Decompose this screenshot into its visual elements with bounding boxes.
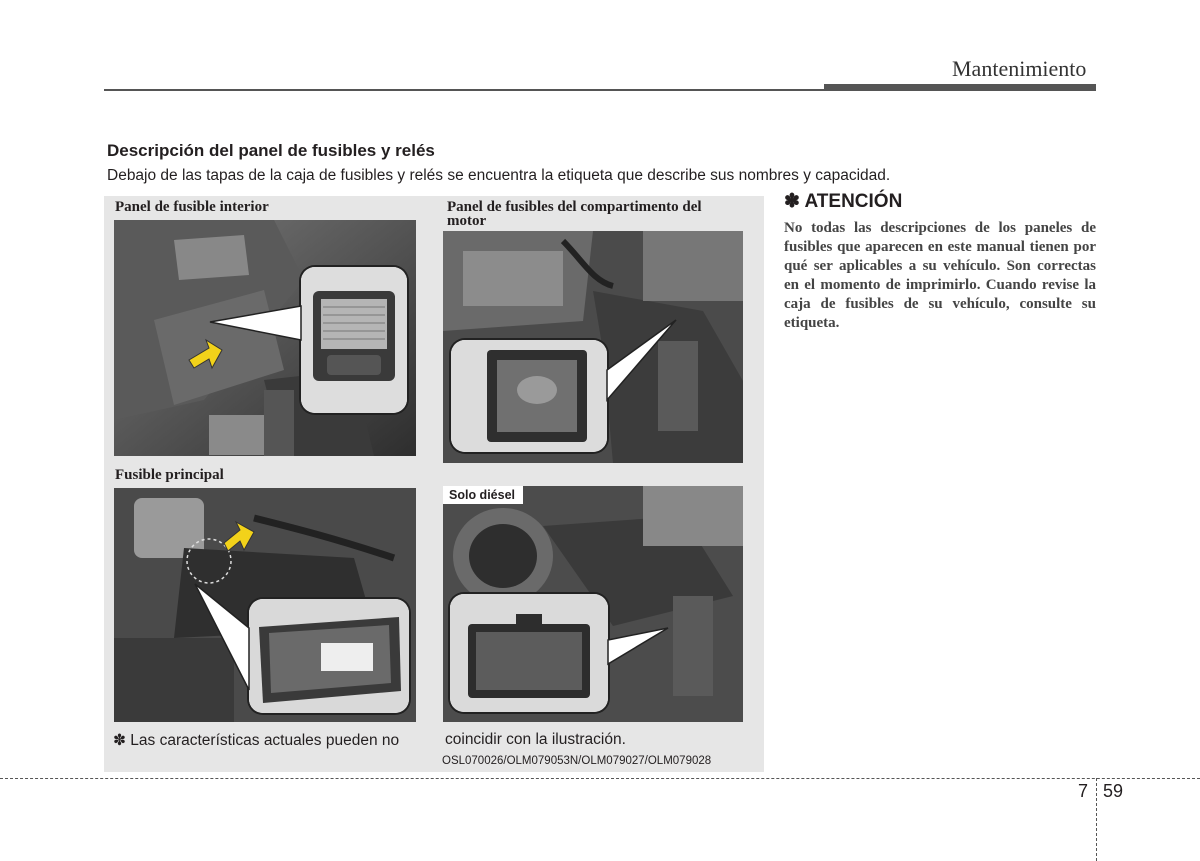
caption-interior-fuse-panel: Panel de fusible interior bbox=[115, 199, 269, 215]
section-title: Mantenimiento bbox=[952, 56, 1087, 81]
attention-title: ✽ ATENCIÓN bbox=[784, 191, 903, 212]
attention-text: No todas las descripciones de los paneles de fusibles que aparecen en este manual tienen por qué ser aplicables a su vehículo. Son correctas en el momento de imprimirlo. Cuando revise la caja de fusibles de su vehículo, consulte su etiqueta. bbox=[784, 220, 1096, 331]
inset-diesel-fuse-cover bbox=[450, 594, 608, 712]
footer-divider bbox=[1096, 778, 1097, 861]
page-title: Descripción del panel de fusibles y relés bbox=[107, 141, 435, 160]
caption-main-fuse: Fusible principal bbox=[115, 467, 224, 483]
footer-rule bbox=[0, 778, 1200, 779]
disclaimer-note: ✽ Las características actuales pueden no bbox=[113, 732, 400, 749]
caption-engine-fuse-panel: Panel de fusibles del compartimento del bbox=[447, 199, 702, 215]
inset-engine-fuse-cover bbox=[451, 340, 607, 452]
inset-main-fuse-cover bbox=[249, 599, 409, 713]
inset-interior-fuse-cover bbox=[301, 267, 407, 413]
figure-codes: OSL070026/OLM079053N/OLM079027/OLM079028 bbox=[442, 755, 712, 767]
chapter-number: 7 bbox=[1078, 781, 1089, 801]
header-rule-accent bbox=[824, 84, 1096, 91]
diesel-only-badge: Solo diésel bbox=[443, 486, 523, 504]
intro-text: Debajo de las tapas de la caja de fusibles y relés se encuentra la etiqueta que describe sus nombres y capacidad. bbox=[107, 167, 891, 184]
disclaimer-note-cont: coincidir con la ilustración. bbox=[445, 731, 626, 748]
page-number: 59 bbox=[1103, 781, 1124, 801]
caption-engine-fuse-panel-cont: motor bbox=[447, 213, 487, 229]
header-rule bbox=[104, 89, 824, 91]
